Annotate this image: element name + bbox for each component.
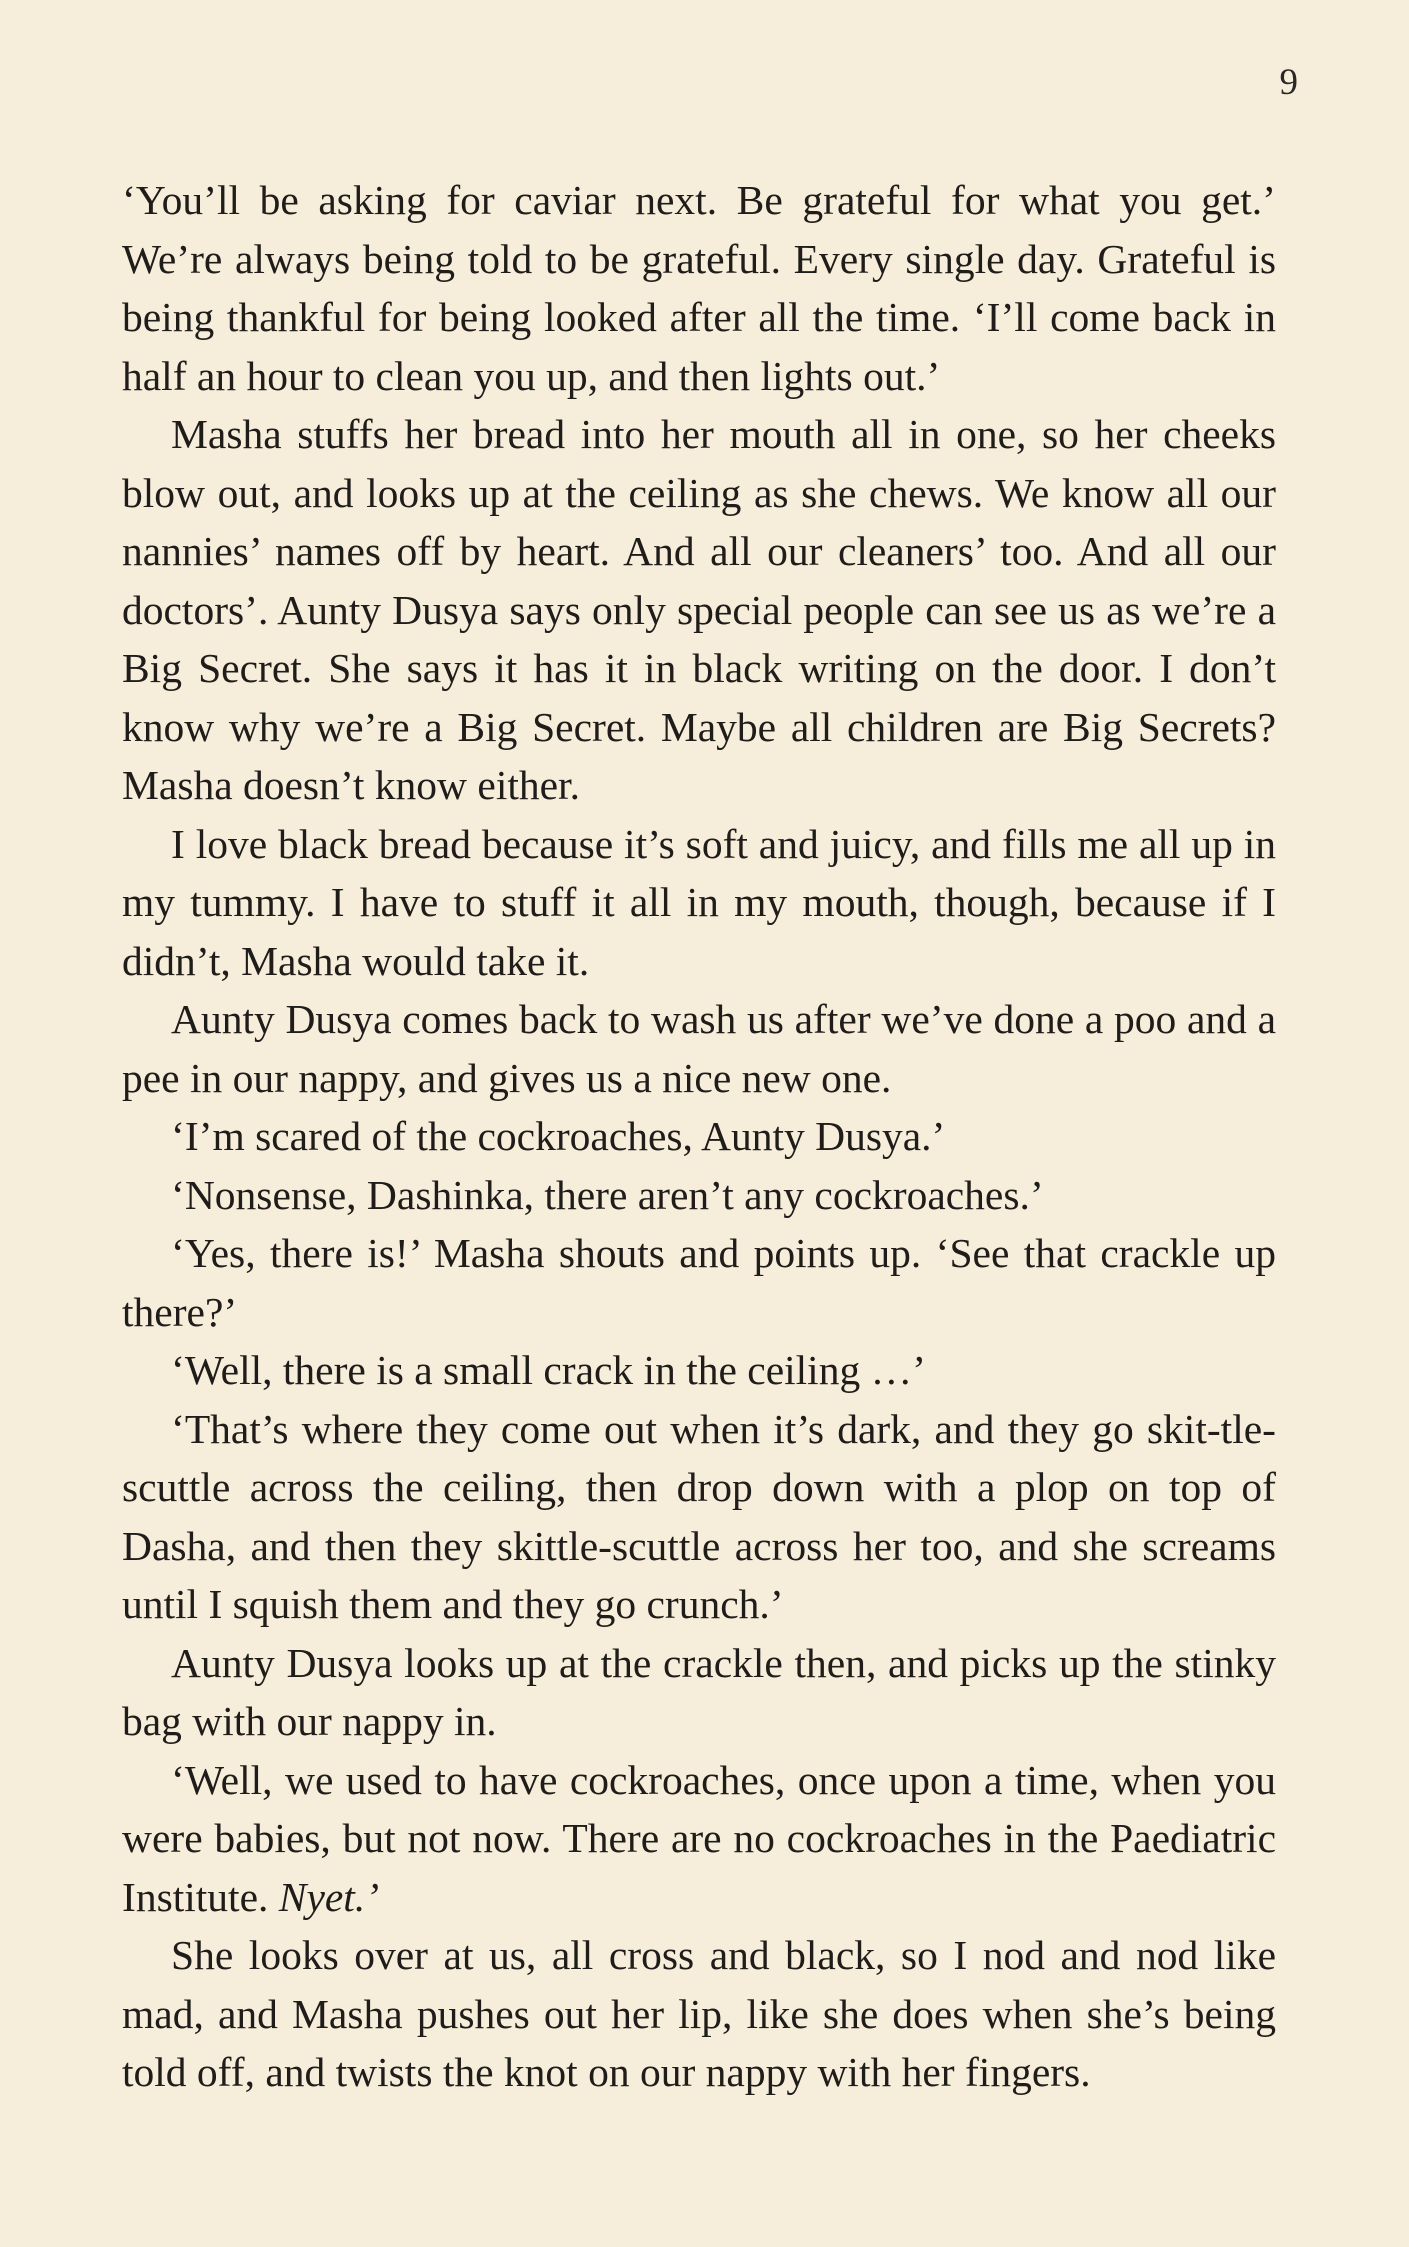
paragraph: ‘You’ll be asking for caviar next. Be grateful for what you get.’ We’re always being told to be grateful. Every single day. Grateful is being thankful for being looked after all the time. ‘I’ll come back in half an hour to clean you up, and then lights out.’ <box>122 177 1276 399</box>
paragraph-text: ‘Well, we used to have cockroaches, once upon a time, when you were babies, but not now. There are no cockroaches in the Paediatric Institute. <box>122 1756 1276 1920</box>
paragraph: Masha stuffs her bread into her mouth all in one, so her cheeks blow out, and looks up at the ceiling as she chews. We know all our nannies’ names off by heart. And all our cleaners’ too. And all our doctors’. Aunty Dusya says only special people can see us as we’re a Big Secret. She says it has it in black writing on the door. I don’t know why we’re a Big Secret. Maybe all children are Big Secrets? Masha doesn’t know either. <box>122 411 1276 808</box>
paragraph <box>122 1751 1276 1927</box>
italic-word: Nyet.’ <box>278 1873 380 1920</box>
paragraph: ‘Yes, there is!’ Masha shouts and points up. ‘See that crackle up there?’ <box>122 1230 1276 1335</box>
paragraph: She looks over at us, all cross and black, so I nod and nod like mad, and Masha pushes out her lip, like she does when she’s being told off, and twists the knot on our nappy with her fingers. <box>122 1932 1276 2095</box>
page-number: 9 <box>1279 62 1298 103</box>
paragraph: ‘That’s where they come out when it’s dark, and they go skit-tle-scuttle across the ceiling, then drop down with a plop on top of Dasha, and then they skittle-scuttle across her too, and she screams until I squish them and they go crunch.’ <box>122 1405 1276 1627</box>
paragraph: ‘Nonsense, Dashinka, there aren’t any cockroaches.’ <box>171 1171 1044 1218</box>
paragraph: Aunty Dusya looks up at the crackle then, and picks up the stinky bag with our nappy in. <box>122 1639 1276 1744</box>
body-text <box>122 171 1276 2102</box>
paragraph: I love black bread because it’s soft and juicy, and fills me all up in my tummy. I have to stuff it all in my mouth, though, because if I didn’t, Masha would take it. <box>122 820 1276 984</box>
paragraph: ‘Well, there is a small crack in the ceiling …’ <box>171 1347 926 1393</box>
paragraph: ‘I’m scared of the cockroaches, Aunty Dusya.’ <box>171 1113 946 1159</box>
paragraph: Aunty Dusya comes back to wash us after we’ve done a poo and a pee in our nappy, and gives us a nice new one. <box>122 996 1276 1101</box>
